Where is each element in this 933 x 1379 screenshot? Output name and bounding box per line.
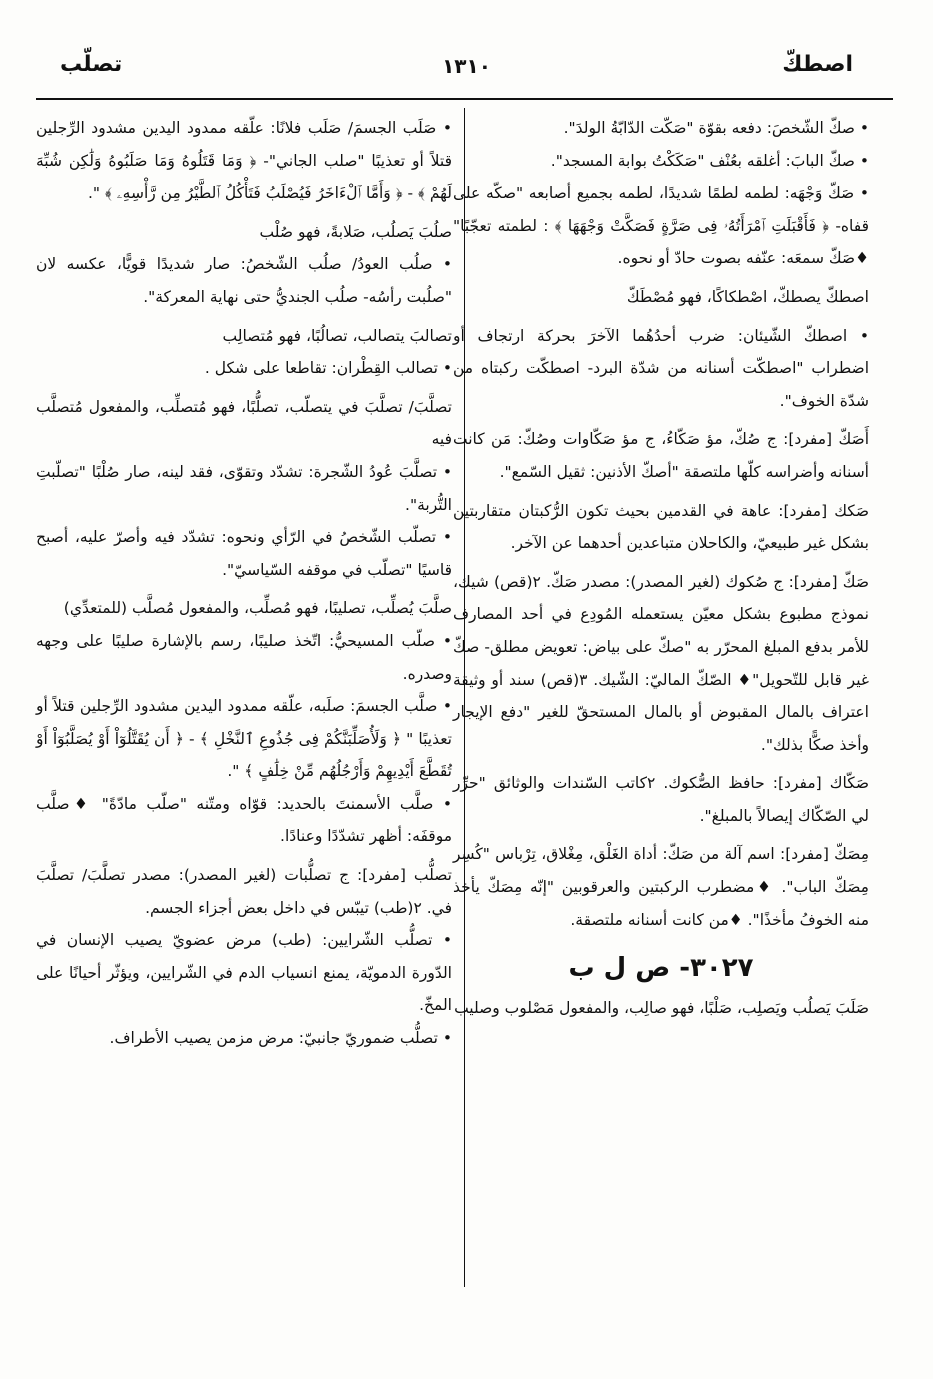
entry-text: • تصلّب الشّخصُ في الرّأي ونحوه: تشدّد فيه وأصرّ عليه، أصبح قاسيًا "تصلّب في موقفه السّياسيّ". [36, 528, 452, 579]
entry-text: أَصَكّ [مفرد]: ج صُكّ، مؤ صَكّاءُ، ج مؤ صَكّاوات وصُكّ: مَن كانت أسنانه وأضراسه كلّها ملتصقة "أصكّ الأذنين: ثقيل السّمع". [453, 430, 869, 481]
entry-text: مِصَكّ [مفرد]: اسم آلة من صَكّ: أداة الغَلْق، مِغْلاق، تِرْباس "كُسِر مِصَكّ الباب". ♦مضطرب الركبتين والعرقوبين "إنّه مِصَكّ يأخذ منه الخوفُ مأخذًا". ♦من كانت أسنانه ملتصقة. [453, 845, 869, 929]
header-right-word: اصطكّ [782, 52, 853, 77]
entry-text: • صلَّب الأسمنتَ بالحديد: قوّاه ومتّنه "صلّب مادّةً" ♦صلَّب موقفَه: أظهر تشدّدًا وعنادًا. [36, 794, 452, 846]
entry-text: صَكّ [مفرد]: ج صُكوك (لغير المصدر): مصدر صَكّ. ٢(قص) شيك، نموذج مطبوع بشكل معيّن يستعمله المُودِع في أحد المصارف للأمر بدفع المبلغ المحرّر به "صكّ على بياض: تعويض مطلق- صكّ غير قابل للتّحويل"♦ الصّكّ الماليّ: الشّيك. ٣(قص) سند أو وثيقة اعتراف بالمال المقبوض أو بالمال المستحقّ للغير "دفع الإيجار وأخذ صكًّا بذلك". [453, 572, 870, 754]
left-column [36, 112, 452, 1055]
entry-text: • اصطكّ الشّيئان: ضرب أحدُهُما الآخرَ بحركة ارتجاف أو اضطراب "اصطكّت أسنانه من شدّة البرد- اصطكّت ركبتاه من شدّة الخوف". [453, 326, 869, 410]
entry-text: • تصلُّب ضموريّ جانبيّ: مرض مزمن يصيب الأطراف. [109, 1029, 452, 1048]
entry-text: • تصالب القِطْران: تقاطعا على شكل . [204, 359, 452, 378]
entry-text: تصلَّبَ/ تصلَّبَ في يتصلّب، تصلُّبًا، فهو مُتصلِّب، والمفعول مُتصلَّب فيه [36, 397, 452, 449]
entry-text: اصطكّ يصطكّ، اصْطكاكًا، فهو مُصْطَكّ [626, 287, 869, 306]
entry-text: • صكّ الشّخصَ: دفعه بقوّة "صَكّت الدّابّةُ الولدَ". [563, 119, 869, 137]
page-number: ١٣١٠ [442, 54, 491, 78]
entry-text: • صلَّب الجسمَ: صلَبه، علّقه ممدود اليدين مشدود الرِّجلين قتلاً أو تعذيبًا " ﴿ وَلَأُصَلِّبَنَّكُمْ فِى جُذُوعِ ٱلنَّخْلِ ﴾ - ﴿ أَن يُقَتَّلُوٓاْ أَوْ يُصَلَّبُوٓاْ أَوْ تُقَطَّعَ أَيْدِيهِمْ وَأَرْجُلُهُم مِّنْ خِلَٰفٍ ﴾ ". [36, 697, 452, 781]
entry-text: • صكّ البابَ: أغلقه بعُنْف "صَكَكْتُ بوابة المسجد". [550, 151, 869, 170]
root-heading: ٣٠٢٧- ص ل ب [568, 953, 754, 984]
entry-text: صلُبَ يَصلُب، صَلابةً، فهو صُلْب [259, 222, 452, 241]
entry-text: • صَكّ وَجْهَه: لطمه لطمًا شديدًا، لطمه بجميع أصابعه "صكّه على قفاه- ﴿ فَأَقْبَلَتِ ٱمْرَأَتُهُۥ فِى صَرَّةٍ فَصَكَّتْ وَجْهَهَا ﴾ : لطمته تعجّبًا" ♦صَكّ سمعَه: عنّفه بصوت حادّ أو نحوه. [453, 184, 869, 268]
page-header [30, 52, 903, 96]
entry-text: تصلُّب [مفرد]: ج تصلُّبات (لغير المصدر): مصدر تصلَّبَ/ تصلَّبَ في. ٢(طب) تيبّس في داخل بعض أجزاء الجسم. [36, 866, 452, 917]
entry-text: صَكك [مفرد]: عاهة في القدمين بحيث تكون الرُّكبتان متقاربتين بشكل غير طبيعيّ، والكاحلان متباعدين أحدهما عن الآخر. [453, 501, 869, 553]
entry-text: صَلَبَ يَصلُب ويَصلِب، صَلْبًا، فهو صالِب، والمفعول مَصْلوب وصليب [454, 999, 869, 1018]
entry-text: تصالبَ يتصالب، تصالُبًا، فهو مُتصالِب [222, 326, 452, 345]
entry-text: • صَلَب الجسمَ/ صَلَب فلانًا: علّقه ممدود اليدين مشدود الرِّجلين قتلاً أو تعذيبًا "صلب الجاني"- ﴿ وَمَا قَتَلُوهُ وَمَا صَلَبُوهُ وَلَٰكِن شُبِّهَ لَهُمْ ﴾ - ﴿ وَأَمَّا ٱلْءَاخَرُ فَيُصْلَبُ فَتَأْكُلُ ٱلطَّيْرُ مِن رَّأْسِهِۦ ﴾ ". [36, 119, 452, 203]
entry-text: • تصلُّب الشّرايين: (طب) مرض عضويّ يصيب الإنسان في الدّورة الدمويّة، يمنع انسياب الدم في الشّرايين، ويؤثّر أحيانًا على المخّ. [36, 931, 452, 1015]
right-column [453, 112, 869, 1025]
entry-text: • تصلَّبَ عُودُ الشّجرة: تشدّد وتقوّى، فقد لينه، صار صُلْبًا "تصلّبتِ التُّربة". [36, 462, 452, 514]
entry-text: • صلُب العودُ/ صلُب الشّخصُ: صار شديدًا قويًّا، عكسه لان "صلُبت رأسُه- صلُب الجنديُّ حتى نهاية المعركة". [36, 255, 452, 306]
entry-text: صلَّبَ يُصلِّب، تصليبًا، فهو مُصلِّب، والمفعول مُصلَّب (للمتعدِّي) [63, 599, 452, 618]
entry-text: • صلّب المسيحيُّ: اتّخذ صليبًا، رسم بالإشارة صليبًا على وجهه وصدره. [36, 631, 452, 683]
entry-text: صَكّاك [مفرد]: حافظ الصُّكوك. ٢كاتب السّندات والوثائق "حرِّر لي الصّكّاك إيصالاً بالمبلغ". [453, 774, 869, 825]
header-left-word: تصلّب [60, 52, 123, 77]
header-rule [36, 98, 893, 100]
